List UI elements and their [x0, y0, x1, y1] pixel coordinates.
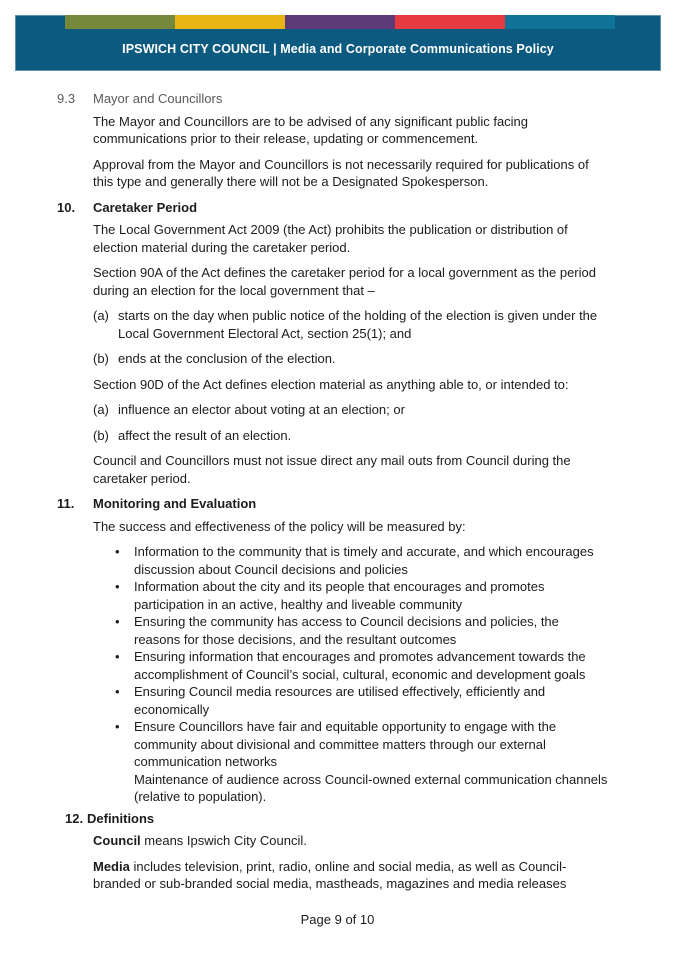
section-title: Definitions — [87, 810, 155, 826]
list-item — [93, 307, 612, 342]
section-10-heading — [57, 199, 612, 217]
list-marker: (b) — [93, 427, 109, 443]
definition-paragraph — [93, 858, 612, 893]
bullet-icon: • — [115, 544, 120, 559]
paragraph: Section 90A of the Act defines the caretaker period for a local government as the period during an election for the local government that – — [93, 265, 596, 298]
document-title: IPSWICH CITY COUNCIL | Media and Corporate Communications Policy — [122, 42, 554, 57]
stripe-yellow — [175, 15, 285, 29]
list-item-continuation: Maintenance of audience across Council-owned external communication channels (relative to population). — [134, 771, 608, 804]
paragraph: The Mayor and Councillors are to be advised of any significant public facing communications prior to their release, updating or commencement. — [93, 113, 529, 146]
definition-text: includes television, print, radio, online and social media, as well as Council-branded or sub-branded social media, mastheads, magazines and media releases — [93, 858, 567, 891]
list-item-text: affect the result of an election. — [118, 427, 292, 443]
section-title: Caretaker Period — [93, 199, 198, 215]
stripe-teal — [505, 15, 615, 29]
paragraph: Council and Councillors must not issue direct any mail outs from Council during the caretaker period. — [93, 453, 571, 486]
list-item-text: ends at the conclusion of the election. — [118, 351, 336, 366]
section-9-3-heading — [57, 90, 612, 108]
bullet-icon: • — [115, 719, 120, 734]
paragraph: Approval from the Mayor and Councillors is not necessarily required for publications of this type and generally there will not be a Designated Spokesperson. — [93, 156, 589, 189]
paragraph: Section 90D of the Act defines election material as anything able to, or intended to: — [93, 376, 569, 392]
section-number: 11. — [57, 496, 75, 511]
section-title: Mayor and Councillors — [93, 91, 223, 106]
list-item-text: starts on the day when public notice of the holding of the election is given under the Local Government Electoral Act, section 25(1); and — [118, 308, 598, 341]
page-footer — [0, 911, 675, 929]
list-marker: (a) — [93, 402, 109, 417]
document-body — [0, 90, 675, 901]
list-item — [93, 350, 612, 368]
list-item — [115, 648, 608, 683]
list-marker: (b) — [93, 351, 109, 366]
list-item-text: Ensuring information that encourages and promotes advancement towards the accomplishment of Council’s social, cultural, economic and development goals — [134, 649, 586, 682]
page-number: Page 9 of 10 — [300, 912, 375, 927]
brand-stripes — [65, 15, 615, 29]
section-number: 10. — [57, 199, 76, 215]
list-item — [93, 401, 612, 419]
stripe-purple — [285, 15, 395, 29]
section-12-heading — [65, 810, 612, 828]
list-item-text: Ensuring the community has access to Council decisions and policies, the reasons for those decisions, and the resultant outcomes — [134, 614, 559, 647]
list-item — [115, 543, 608, 578]
list-marker: (a) — [93, 308, 109, 323]
stripe-olive — [65, 15, 175, 29]
definition-paragraph — [93, 832, 612, 850]
definition-text: means Ipswich City Council. — [140, 833, 307, 848]
paragraph: The success and effectiveness of the policy will be measured by: — [93, 518, 466, 534]
stripe-red — [395, 15, 505, 29]
list-item-text: Information to the community that is timely and accurate, and which encourages discussion about Council decisions and policies — [134, 544, 594, 577]
section-title: Monitoring and Evaluation — [93, 496, 257, 511]
section-number: 12. — [65, 810, 84, 826]
bullet-icon: • — [115, 684, 120, 699]
list-item — [115, 613, 608, 648]
bullet-icon: • — [115, 579, 120, 594]
list-item — [115, 683, 608, 718]
list-item — [115, 578, 608, 613]
paragraph: The Local Government Act 2009 (the Act) prohibits the publication or distribution of election material during the caretaker period. — [93, 222, 568, 255]
list-item-text: Ensuring Council media resources are utilised effectively, efficiently and economically — [134, 684, 546, 717]
list-item — [93, 427, 612, 445]
definition-term: Council — [93, 833, 141, 848]
bullet-icon: • — [115, 649, 120, 664]
section-11-heading — [57, 495, 612, 513]
definition-term: Media — [93, 858, 130, 874]
bullet-icon: • — [115, 614, 120, 629]
list-item-text: Ensure Councillors have fair and equitable opportunity to engage with the community about divisional and committee matters through our external communication networks — [134, 719, 557, 769]
list-item-text: influence an elector about voting at an election; or — [118, 402, 405, 417]
list-item — [115, 718, 608, 771]
list-item-text: Information about the city and its people that encourages and promotes participation in an active, healthy and liveable community — [134, 579, 545, 612]
section-number: 9.3 — [57, 91, 76, 106]
bullet-list — [115, 543, 608, 806]
